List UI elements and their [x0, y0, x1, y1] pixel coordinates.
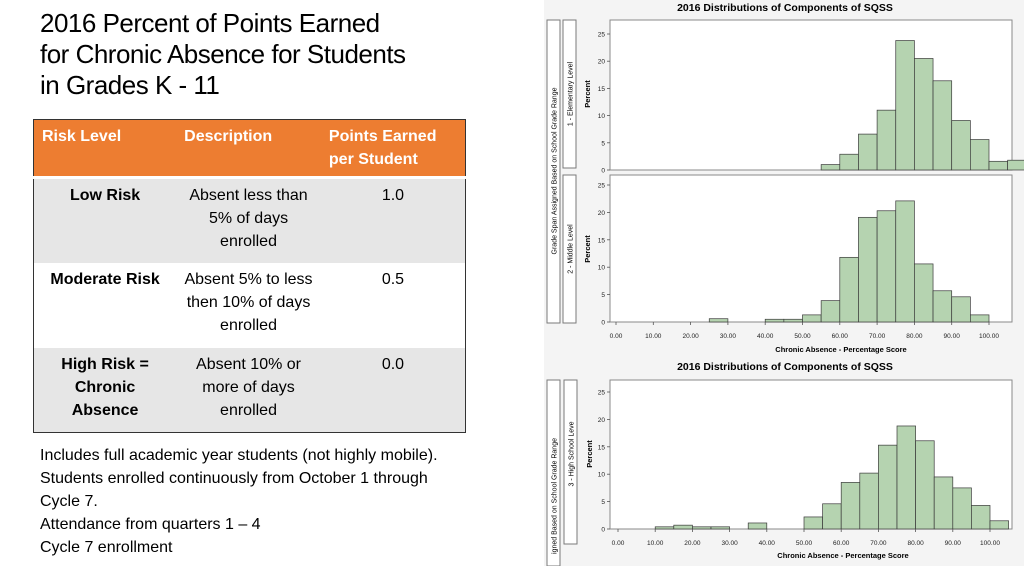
x-tick-label: 90.00 [944, 540, 961, 547]
table-row [34, 263, 466, 348]
histogram-bar [860, 473, 879, 529]
notes-block [40, 444, 510, 559]
outer-axis-label: igned Based on School Grade Range [551, 438, 559, 554]
y-tick-label: 5 [601, 292, 605, 300]
column-header-risk-level: Risk Level [34, 120, 177, 178]
y-tick-label: 20 [597, 209, 605, 217]
x-tick-label: 40.00 [758, 540, 775, 547]
risk-level-cell: High Risk = Chronic Absence [34, 348, 177, 433]
x-tick-label: 40.00 [757, 333, 774, 340]
column-header-points: Points Earned per Student [321, 120, 466, 178]
points-cell: 1.0 [321, 178, 466, 263]
panel-label: 3 - High School Leve [568, 421, 576, 487]
y-tick-label: 0 [601, 526, 605, 534]
x-tick-label: 10.00 [645, 333, 662, 340]
risk-level-table [33, 119, 466, 433]
note-line: Includes full academic year students (not highly mobile). [40, 447, 438, 464]
x-tick-label: 60.00 [831, 333, 848, 340]
histogram-bar [858, 217, 877, 322]
histogram-bar [709, 319, 728, 322]
y-tick-label: 15 [597, 237, 605, 245]
panel-label: 2 - Middle Level [567, 224, 575, 274]
x-tick-label: 70.00 [870, 540, 887, 547]
histogram-bar [858, 134, 877, 170]
histogram-bar [970, 315, 989, 322]
histogram-bar [1008, 160, 1024, 170]
histogram-bar [896, 41, 915, 170]
x-tick-label: 30.00 [719, 333, 737, 340]
histogram-panel-middle [598, 175, 1012, 327]
note-line: Cycle 7. [40, 493, 98, 510]
column-header-description: Description [176, 120, 321, 178]
histogram-bar [952, 120, 971, 170]
histogram-bar [841, 482, 860, 529]
y-tick-label: 25 [597, 389, 605, 397]
y-tick-label: 20 [597, 58, 605, 66]
histogram-bar [821, 301, 840, 322]
histogram-bar [765, 319, 784, 322]
y-tick-label: 20 [597, 416, 605, 424]
x-tick-label: 0.00 [611, 540, 625, 547]
x-tick-label: 10.00 [647, 540, 664, 547]
slide-title-line: in Grades K - 11 [40, 70, 220, 100]
points-cell: 0.0 [321, 348, 466, 433]
x-tick-label: 70.00 [868, 333, 886, 340]
points-cell: 0.5 [321, 263, 466, 348]
y-axis-label: Percent [583, 235, 592, 263]
x-axis-label: Chronic Absence - Percentage Score [777, 551, 909, 560]
histogram-bar [990, 521, 1009, 529]
histogram-bar [914, 58, 933, 170]
histogram-bar [803, 315, 822, 322]
note-line: Attendance from quarters 1 – 4 [40, 516, 261, 533]
histogram-panel-high-school [598, 380, 1012, 534]
y-tick-label: 10 [597, 264, 605, 272]
x-tick-label: 100.00 [980, 540, 1000, 547]
y-tick-label: 25 [597, 31, 605, 39]
x-tick-label: 20.00 [684, 540, 701, 547]
chart-title: 2016 Distributions of Components of SQSS [677, 2, 893, 14]
y-tick-label: 0 [601, 167, 605, 175]
y-tick-label: 15 [597, 85, 605, 93]
note-line: Cycle 7 enrollment [40, 539, 173, 556]
histogram-bar [748, 523, 767, 529]
histogram-bar [877, 211, 896, 322]
histogram-bar [897, 426, 916, 529]
histogram-bar [823, 504, 842, 529]
y-tick-label: 15 [597, 444, 605, 452]
panel-label: 1 - Elementary Level [567, 61, 575, 127]
table-header-row [34, 120, 466, 178]
histogram-bar [953, 488, 972, 529]
histogram-chart-high-school [544, 358, 1024, 566]
y-axis-label: Percent [583, 80, 592, 108]
x-tick-label: 90.00 [943, 333, 960, 340]
histogram-bar [934, 477, 953, 529]
x-tick-label: 30.00 [721, 540, 738, 547]
histogram-bar [804, 517, 823, 529]
histogram-bar [970, 140, 989, 170]
histogram-bar [840, 154, 859, 170]
risk-level-cell: Low Risk [34, 178, 177, 263]
histogram-bar [711, 527, 730, 529]
slide-title [40, 8, 520, 101]
x-tick-label: 50.00 [794, 333, 811, 340]
y-tick-label: 5 [601, 140, 605, 148]
table-row [34, 348, 466, 433]
histogram-bar [933, 291, 952, 322]
y-tick-label: 10 [597, 113, 605, 121]
slide-title-line: 2016 Percent of Points Earned [40, 8, 380, 38]
x-axis-label: Chronic Absence - Percentage Score [775, 345, 907, 354]
histogram-bar [952, 297, 971, 322]
chart-title: 2016 Distributions of Components of SQSS [677, 361, 893, 373]
x-tick-label: 100.00 [979, 333, 999, 340]
histogram-panel-elementary [598, 20, 1024, 175]
histogram-bar [784, 319, 803, 322]
histogram-chart-elementary-middle [544, 0, 1024, 358]
x-tick-label: 0.00 [609, 333, 623, 340]
histogram-bar [989, 161, 1008, 170]
x-tick-label: 80.00 [906, 333, 923, 340]
y-tick-label: 5 [601, 499, 605, 507]
histogram-bar [916, 441, 935, 529]
table-row [34, 178, 466, 263]
histogram-bar [655, 527, 674, 529]
y-tick-label: 0 [601, 319, 605, 327]
x-tick-label: 50.00 [795, 540, 813, 547]
description-cell: Absent less than 5% of days enrolled [176, 178, 321, 263]
histogram-bar [971, 505, 990, 529]
risk-level-cell: Moderate Risk [34, 263, 177, 348]
histogram-bar [821, 165, 840, 170]
y-axis-label: Percent [585, 440, 594, 468]
y-tick-label: 10 [597, 471, 605, 479]
histogram-bar [896, 201, 915, 322]
histogram-bar [914, 264, 933, 322]
description-cell: Absent 5% to less then 10% of days enrolled [176, 263, 321, 348]
outer-axis-label: Grade Span Assigned Based on School Grade Range [551, 87, 559, 255]
description-cell: Absent 10% or more of days enrolled [176, 348, 321, 433]
x-tick-label: 60.00 [833, 540, 850, 547]
y-tick-label: 25 [597, 182, 605, 190]
slide-title-line: for Chronic Absence for Students [40, 39, 406, 69]
x-tick-label: 20.00 [682, 333, 699, 340]
histogram-bar [877, 110, 896, 170]
note-line: Students enrolled continuously from October 1 through [40, 470, 428, 487]
histogram-bar [840, 257, 859, 322]
histogram-bar [692, 527, 711, 529]
histogram-bar [674, 525, 693, 529]
histogram-bar [933, 81, 952, 170]
x-tick-label: 80.00 [907, 540, 924, 547]
histogram-bar [878, 445, 897, 529]
